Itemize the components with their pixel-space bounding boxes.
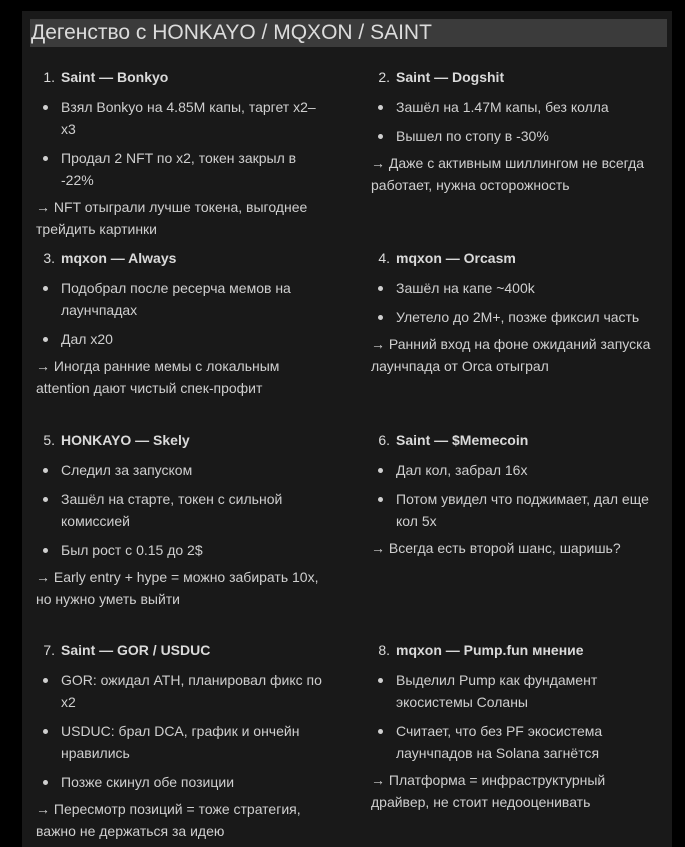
case-conclusion: → Пересмотр позиций = тоже стратегия, важно не держаться за идею — [36, 801, 301, 839]
case-bullets — [35, 669, 325, 793]
bullet-dot-icon — [378, 497, 383, 502]
case-bullets — [370, 459, 660, 532]
case-heading — [35, 67, 325, 87]
bullet-item — [35, 328, 325, 350]
bullet-text: Потом увидел что поджимает, дал еще кол 5х — [396, 491, 649, 529]
case-heading — [35, 430, 325, 450]
case-title: Saint — $Memecoin — [396, 432, 529, 448]
bullet-dot-icon — [378, 105, 383, 110]
bullet-item — [35, 459, 325, 481]
bullet-text: Зашёл на 1.47M капы, без колла — [396, 99, 609, 115]
case-heading — [370, 430, 660, 450]
case-number: 5. — [43, 432, 55, 448]
case-heading — [370, 640, 660, 660]
page-title: Дегенство с HONKAYO / MQXON / SAINT — [31, 21, 432, 44]
case-conclusion: → Early entry + hype = можно забирать 10x, но нужно уметь выйти — [36, 569, 319, 607]
bullet-text: Подобрал после ресерча мемов на лаунчпадах — [61, 280, 291, 318]
bullet-item — [35, 669, 325, 713]
case-1 — [35, 67, 325, 240]
case-conclusion: → NFT отыграли лучше токена, выгоднее трейдить картинки — [36, 199, 308, 237]
bullet-text: Был рост с 0.15 до 2$ — [61, 542, 203, 558]
case-number: 8. — [378, 642, 390, 658]
bullet-dot-icon — [378, 315, 383, 320]
bullet-dot-icon — [43, 468, 48, 473]
case-heading — [370, 67, 660, 87]
case-5 — [35, 430, 325, 610]
case-heading — [370, 248, 660, 268]
bullet-dot-icon — [378, 678, 383, 683]
case-bullets — [35, 96, 325, 191]
bullet-item — [370, 306, 660, 328]
bullet-text: USDUC: брал DCA, график и ончейн нравились — [61, 723, 300, 761]
bullet-item — [35, 539, 325, 561]
case-bullets — [35, 459, 325, 561]
case-number: 2. — [378, 69, 390, 85]
bullet-dot-icon — [378, 468, 383, 473]
case-bullets — [370, 669, 660, 764]
case-title: mqxon — Pump.fun мнение — [396, 642, 584, 658]
bullet-dot-icon — [378, 729, 383, 734]
case-7 — [35, 640, 325, 842]
case-2 — [370, 67, 660, 196]
case-bullets — [370, 96, 660, 147]
bullet-text: Взял Bonkyo на 4.85M капы, таргет х2–х3 — [61, 99, 316, 137]
bullet-dot-icon — [43, 729, 48, 734]
bullet-dot-icon — [43, 337, 48, 342]
bullet-dot-icon — [43, 497, 48, 502]
bullet-dot-icon — [378, 286, 383, 291]
bullet-item — [35, 720, 325, 764]
bullet-text: GOR: ожидал ATH, планировал фикс по х2 — [61, 672, 322, 710]
case-title: Saint — Dogshit — [396, 69, 505, 85]
bullet-text: Считает, что без PF экосистема лаунчпадов на Solana загнётся — [396, 723, 603, 761]
case-number: 6. — [378, 432, 390, 448]
case-conclusion: → Даже с активным шиллингом не всегда работает, нужна осторожность — [371, 155, 645, 193]
case-number: 4. — [378, 250, 390, 266]
case-title: Saint — GOR / USDUC — [61, 642, 211, 658]
case-conclusion: → Иногда ранние мемы с локальным attention дают чистый спек-профит — [36, 358, 280, 396]
bullet-text: Зашёл на старте, токен с сильной комиссией — [61, 491, 283, 529]
case-title: mqxon — Orcasm — [396, 250, 516, 266]
bullet-item — [35, 96, 325, 140]
bullet-dot-icon — [43, 105, 48, 110]
bullet-item — [370, 125, 660, 147]
case-4 — [370, 248, 660, 377]
bullet-text: Позже скинул обе позиции — [61, 774, 235, 790]
bullet-dot-icon — [43, 678, 48, 683]
bullet-item — [370, 488, 660, 532]
bullet-text: Зашёл на капе ~400k — [396, 280, 535, 296]
case-bullets — [370, 277, 660, 328]
bullet-item — [370, 720, 660, 764]
case-title: Saint — Bonkyo — [61, 69, 169, 85]
case-bullets — [35, 277, 325, 350]
bullet-item — [370, 459, 660, 481]
bullet-item — [35, 147, 325, 191]
bullet-text: Дал кол, забрал 16х — [396, 462, 528, 478]
bullet-dot-icon — [43, 156, 48, 161]
case-title: HONKAYO — Skely — [61, 432, 190, 448]
bullet-item — [35, 277, 325, 321]
bullet-dot-icon — [378, 134, 383, 139]
case-conclusion: → Платформа = инфраструктурный драйвер, не стоит недооценивать — [371, 772, 606, 810]
bullet-dot-icon — [43, 548, 48, 553]
bullet-item — [370, 277, 660, 299]
case-number: 1. — [43, 69, 55, 85]
case-conclusion: → Всегда есть второй шанс, шаришь? — [371, 540, 621, 556]
case-number: 3. — [43, 250, 55, 266]
bullet-item — [35, 771, 325, 793]
case-8 — [370, 640, 660, 813]
case-3 — [35, 248, 325, 399]
bullet-text: Выделил Pump как фундамент экосистемы Соланы — [396, 672, 598, 710]
bullet-item — [370, 669, 660, 713]
bullet-dot-icon — [43, 286, 48, 291]
bullet-text: Следил за запуском — [61, 462, 193, 478]
case-title: mqxon — Always — [61, 250, 177, 266]
bullet-text: Дал х20 — [61, 331, 113, 347]
bullet-dot-icon — [43, 780, 48, 785]
case-heading — [35, 248, 325, 268]
bullet-text: Улетело до 2M+, позже фиксил часть — [396, 309, 640, 325]
title-bar — [30, 19, 667, 47]
bullet-text: Вышел по стопу в -30% — [396, 128, 549, 144]
case-number: 7. — [43, 642, 55, 658]
bullet-item — [35, 488, 325, 532]
case-heading — [35, 640, 325, 660]
case-conclusion: → Ранний вход на фоне ожиданий запуска лаунчпада от Orca отыграл — [371, 336, 651, 374]
bullet-item — [370, 96, 660, 118]
bullet-text: Продал 2 NFT по х2, токен закрыл в -22% — [61, 150, 297, 188]
case-6 — [370, 430, 660, 559]
